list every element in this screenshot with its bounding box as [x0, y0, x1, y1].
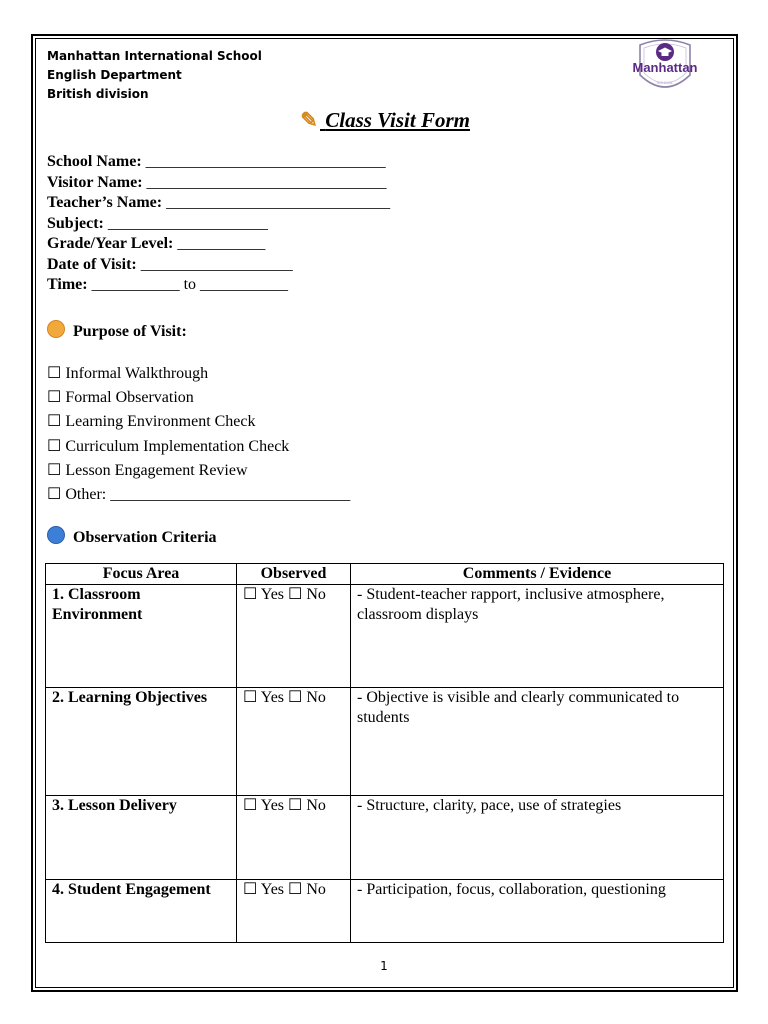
column-header: Comments / Evidence	[351, 564, 724, 585]
comment-cell: - Participation, focus, collaboration, questioning	[351, 880, 724, 943]
target-icon	[47, 320, 65, 338]
table-row	[46, 585, 724, 688]
svg-text:SCHOOL: SCHOOL	[656, 80, 674, 85]
field-visitor-name: Visitor Name: ______________________________	[47, 173, 387, 191]
focus-area-cell: 4. Student Engagement	[46, 880, 237, 943]
division-name: British division	[47, 87, 149, 101]
observed-cell[interactable]: ☐ Yes ☐ No	[237, 880, 351, 943]
comment-cell: - Objective is visible and clearly communicated to students	[351, 688, 724, 796]
memo-pencil-icon: ✎	[300, 108, 318, 132]
observed-cell[interactable]: ☐ Yes ☐ No	[237, 688, 351, 796]
field-grade-level: Grade/Year Level: ___________	[47, 235, 266, 252]
table-row	[46, 880, 724, 943]
field-date-of-visit: Date of Visit: ___________________	[47, 255, 293, 273]
focus-area-cell: 1. Classroom Environment	[46, 585, 237, 688]
criteria-table	[45, 563, 724, 943]
purpose-heading: Purpose of Visit:	[47, 320, 187, 341]
purpose-option[interactable]: ☐ Curriculum Implementation Check	[47, 437, 290, 455]
observed-cell[interactable]: ☐ Yes ☐ No	[237, 796, 351, 880]
table-row	[46, 688, 724, 796]
comment-cell: - Structure, clarity, pace, use of strategies	[351, 796, 724, 880]
purpose-option[interactable]: ☐ Informal Walkthrough	[47, 365, 209, 382]
form-title-text: Class Visit Form	[325, 108, 470, 132]
table-row	[46, 796, 724, 880]
purpose-option[interactable]: ☐ Other: ______________________________	[47, 486, 351, 504]
purpose-option[interactable]: ☐ Lesson Engagement Review	[47, 461, 248, 479]
table-header-row	[46, 564, 724, 585]
focus-area-cell: 2. Learning Objectives	[46, 688, 237, 796]
logo-text: Manhattan	[632, 60, 698, 75]
field-subject: Subject: ____________________	[47, 214, 268, 232]
field-school-name: School Name: ______________________________	[47, 153, 386, 170]
field-time: Time: ___________ to ___________	[47, 276, 289, 293]
purpose-option[interactable]: ☐ Learning Environment Check	[47, 413, 256, 431]
observed-cell[interactable]: ☐ Yes ☐ No	[237, 585, 351, 688]
column-header: Observed	[237, 564, 351, 585]
department-name: English Department	[47, 68, 182, 82]
purpose-options	[47, 362, 350, 507]
school-logo	[624, 37, 706, 97]
letterhead	[47, 47, 262, 104]
purpose-option[interactable]: ☐ Formal Observation	[47, 389, 194, 407]
school-name: Manhattan International School	[47, 49, 262, 63]
magnifier-icon	[47, 526, 65, 544]
comment-cell: - Student-teacher rapport, inclusive atmosphere, classroom displays	[351, 585, 724, 688]
focus-area-cell: 3. Lesson Delivery	[46, 796, 237, 880]
page-number: 1	[380, 959, 388, 973]
form-title	[298, 108, 470, 132]
criteria-heading: Observation Criteria	[47, 526, 217, 547]
info-fields	[47, 152, 390, 296]
field-teacher-name: Teacher’s Name: ____________________________	[47, 194, 391, 211]
column-header: Focus Area	[46, 564, 237, 585]
